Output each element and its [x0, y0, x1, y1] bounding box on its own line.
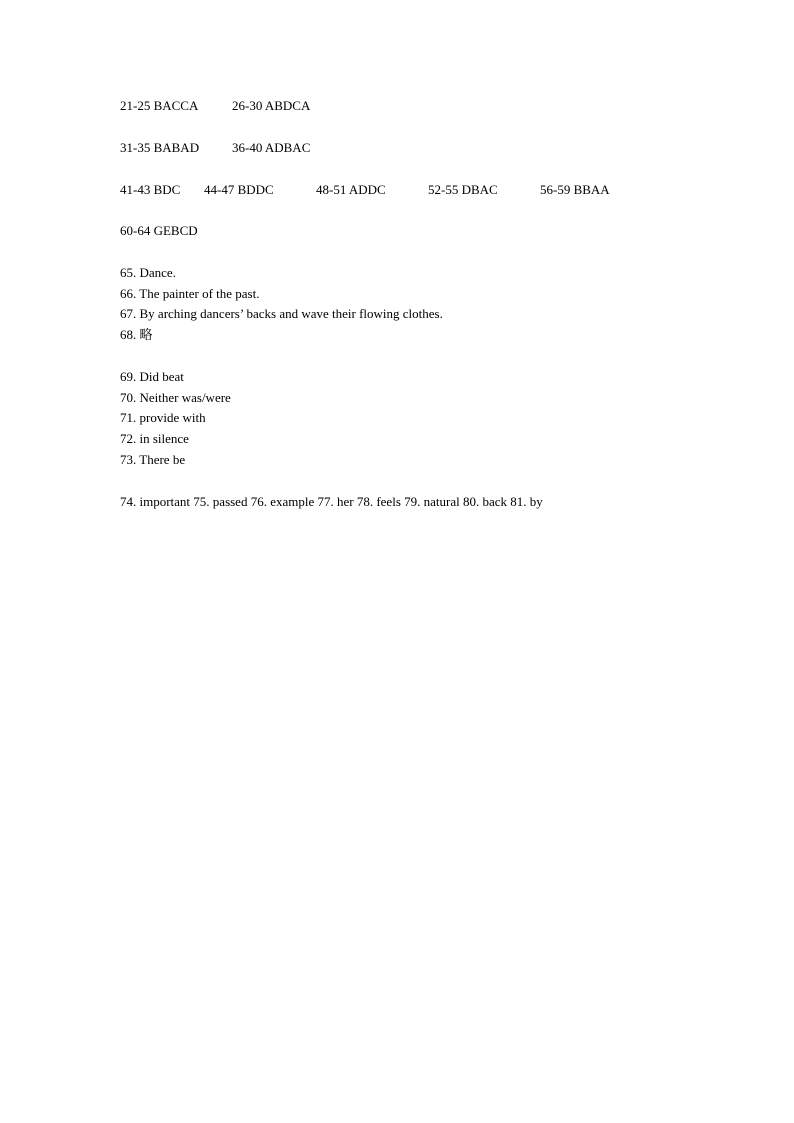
word-fill-74-81: 74. important 75. passed 76. example 77. her 78. feels 79. natural 80. back 81. by: [120, 494, 543, 509]
completion-69: 69. Did beat: [120, 369, 184, 384]
completion-73: 73. There be: [120, 452, 186, 467]
short-answer-67: 67. By arching dancers’ backs and wave their flowing clothes.: [120, 306, 443, 321]
completion-72: 72. in silence: [120, 431, 189, 446]
answer-group-36-40: 36-40 ADBAC: [232, 140, 311, 155]
answer-group-44-47: 44-47 BDDC: [204, 182, 274, 197]
completion-71: 71. provide with: [120, 410, 206, 425]
answer-group-60-64: 60-64 GEBCD: [120, 223, 198, 238]
answer-group-41-43: 41-43 BDC: [120, 182, 181, 197]
answer-group-31-35: 31-35 BABAD: [120, 140, 200, 155]
answer-group-52-55: 52-55 DBAC: [428, 182, 498, 197]
completion-70: 70. Neither was/were: [120, 390, 231, 405]
short-answer-68: 68. 略: [120, 327, 153, 342]
answer-group-21-25: 21-25 BACCA: [120, 98, 199, 113]
answer-group-26-30: 26-30 ABDCA: [232, 98, 311, 113]
answer-group-56-59: 56-59 BBAA: [540, 182, 610, 197]
short-answer-65: 65. Dance.: [120, 265, 176, 280]
answer-group-48-51: 48-51 ADDC: [316, 182, 386, 197]
short-answer-66: 66. The painter of the past.: [120, 286, 260, 301]
